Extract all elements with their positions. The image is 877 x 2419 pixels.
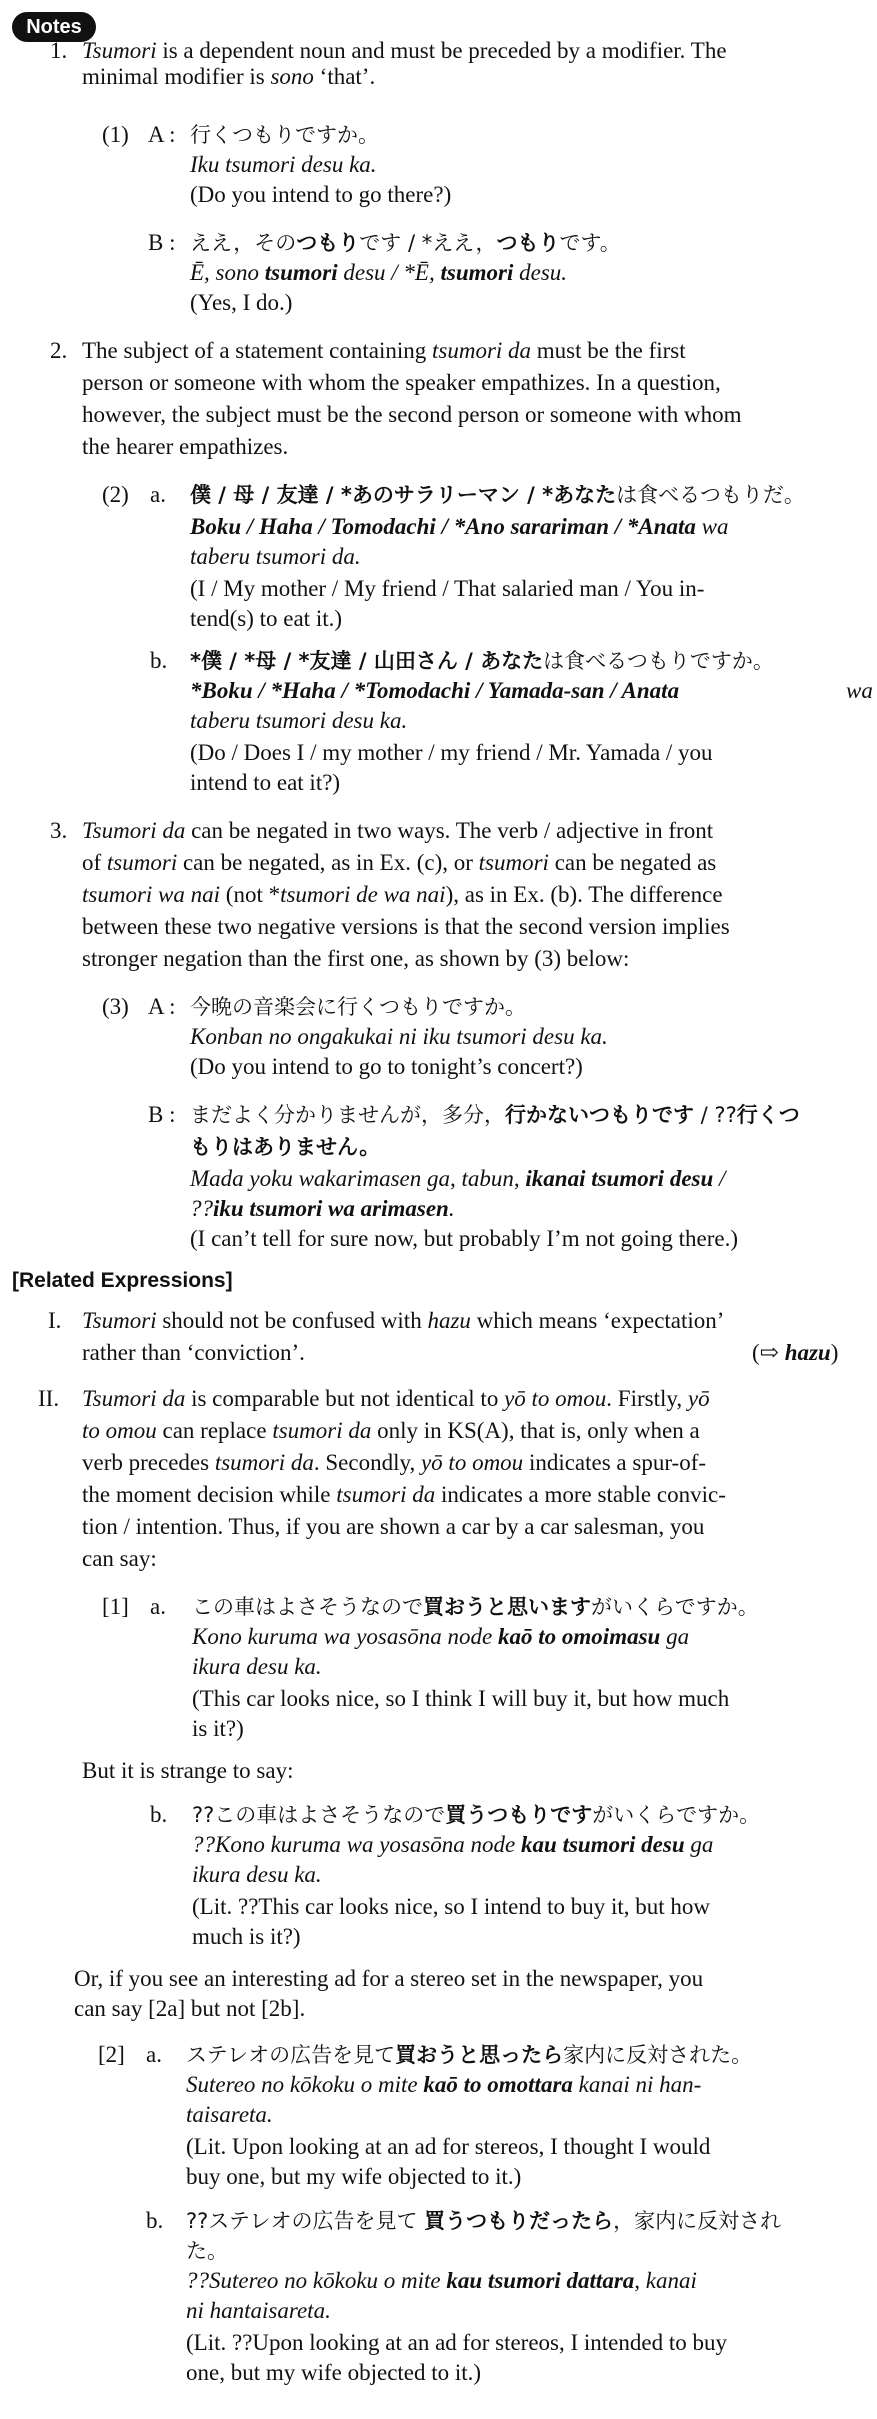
related-2-line-2: to omou can replace tsumori da only in KS(A), that is, only when a (82, 1418, 700, 1443)
example-2-a-japanese: 僕 / 母 / 友達 / *あのサラリーマン / *あなたは食べるつもりだ。 (190, 483, 805, 507)
related-example-2-number: [2] (98, 2042, 125, 2067)
related-1-cross-reference: (⇨ hazu) (752, 1340, 839, 1365)
example-1-a-label: A : (148, 122, 176, 147)
note-2-line-4: the hearer empathizes. (82, 434, 289, 459)
related-example-1b-label: b. (150, 1802, 168, 1827)
related-example-2b-japanese-1: ??ステレオの広告を見て 買うつもりだったら，家内に反対され (186, 2209, 782, 2233)
or-line-1: Or, if you see an interesting ad for a stereo set in the newspaper, you (74, 1966, 704, 1991)
related-2-line-4: the moment decision while tsumori da indicates a more stable convic- (82, 1482, 726, 1507)
example-3-a-english: (Do you intend to go to tonight’s concert?) (190, 1054, 583, 1079)
example-2-b-romaji-2: taberu tsumori desu ka. (190, 708, 408, 733)
example-3-a-label: A : (148, 994, 176, 1019)
example-2-a-label: a. (150, 482, 166, 507)
related-expressions-heading: [Related Expressions] (12, 1269, 233, 1292)
note-3-line-4: between these two negative versions is that the second version implies (82, 914, 730, 939)
note-3-line-3: tsumori wa nai (not *tsumori de wa nai), as in Ex. (b). The difference (82, 882, 723, 907)
related-1-line-2: rather than ‘conviction’. (82, 1340, 305, 1365)
example-1-b-romaji: Ē, sono tsumori desu / *Ē, tsumori desu. (190, 260, 568, 285)
related-2-line-3: verb precedes tsumori da. Secondly, yō to omou indicates a spur-of- (82, 1450, 707, 1475)
related-example-2b-english-1: (Lit. ??Upon looking at an ad for stereos, I intended to buy (186, 2330, 727, 2355)
example-3-b-japanese-2: もりはありません。 (190, 1135, 381, 1159)
related-example-2a-japanese: ステレオの広告を見て買おうと思ったら家内に反対された。 (186, 2043, 753, 2067)
example-3-number: (3) (102, 994, 129, 1019)
related-example-2b-label: b. (146, 2208, 164, 2233)
related-1-number: I. (48, 1308, 62, 1333)
related-example-2a-romaji-1: Sutereo no kōkoku o mite kaō to omottara kanai ni han- (186, 2072, 702, 2097)
example-3-b-label: B : (148, 1102, 176, 1127)
note-2-number: 2. (50, 338, 68, 363)
related-example-2b-romaji-2: ni hantaisareta. (186, 2298, 331, 2323)
related-example-2a-english-2: buy one, but my wife objected to it.) (186, 2164, 522, 2189)
notes-badge: Notes (12, 12, 96, 42)
example-3-b-romaji-2: ??iku tsumori wa arimasen. (190, 1196, 455, 1221)
note-3-line-1: Tsumori da can be negated in two ways. The verb / adjective in front (82, 818, 714, 843)
example-1-number: (1) (102, 122, 129, 147)
example-3-b-romaji-1: Mada yoku wakarimasen ga, tabun, ikanai tsumori desu / (190, 1166, 726, 1191)
note-1-line-2: minimal modifier is sono ‘that’. (82, 64, 376, 89)
related-example-1b-romaji-2: ikura desu ka. (192, 1862, 322, 1887)
note-2-line-3: however, the subject must be the second person or someone with whom (82, 402, 742, 427)
example-1-a-english: (Do you intend to go there?) (190, 182, 452, 207)
note-2-line-2: person or someone with whom the speaker empathizes. In a question, (82, 370, 721, 395)
or-line-2: can say [2a] but not [2b]. (74, 1996, 306, 2021)
example-1-b-english: (Yes, I do.) (190, 290, 293, 315)
related-example-2a-label: a. (146, 2042, 162, 2067)
but-strange-line: But it is strange to say: (82, 1758, 294, 1783)
example-2-number: (2) (102, 482, 129, 507)
related-2-line-6: can say: (82, 1546, 157, 1571)
example-2-b-japanese: *僕 / *母 / *友達 / 山田さん / あなたは食べるつもりですか。 (190, 649, 774, 673)
example-1-a-japanese: 行くつもりですか。 (190, 123, 379, 147)
related-2-line-5: tion / intention. Thus, if you are shown a car by a car salesman, you (82, 1514, 705, 1539)
related-2-line-1: Tsumori da is comparable but not identical to yō to omou. Firstly, yō (82, 1386, 710, 1411)
related-example-1a-english-1: (This car looks nice, so I think I will buy it, but how much (192, 1686, 730, 1711)
note-3-number: 3. (50, 818, 68, 843)
example-2-a-romaji-2: taberu tsumori da. (190, 544, 361, 569)
example-2-a-english-2: tend(s) to eat it.) (190, 606, 343, 631)
related-2-number: II. (38, 1386, 60, 1411)
example-1-b-label: B : (148, 230, 176, 255)
related-example-1a-english-2: is it?) (192, 1716, 244, 1741)
related-example-2b-romaji-1: ??Sutereo no kōkoku o mite kau tsumori dattara, kanai (186, 2268, 697, 2293)
note-3-line-2: of tsumori can be negated, as in Ex. (c), or tsumori can be negated as (82, 850, 717, 875)
note-1-number: 1. (50, 38, 68, 63)
related-example-2a-english-1: (Lit. Upon looking at an ad for stereos, I thought I would (186, 2134, 711, 2159)
example-2-b-romaji-1: *Boku / *Haha / *Tomodachi / Yamada-san / Anata wa (190, 678, 873, 703)
related-example-1-number: [1] (102, 1594, 129, 1619)
example-3-a-japanese: 今晩の音楽会に行くつもりですか。 (190, 995, 526, 1019)
example-2-a-romaji-1: Boku / Haha / Tomodachi / *Ano sarariman / *Anata wa (190, 514, 729, 539)
note-1-line-1: Tsumori is a dependent noun and must be preceded by a modifier. The (82, 38, 727, 63)
related-example-1a-romaji-2: ikura desu ka. (192, 1654, 322, 1679)
example-3-b-japanese-1: まだよく分かりませんが，多分，行かないつもりです / ??行くつ (190, 1103, 800, 1127)
related-example-1b-japanese: ??この車はよさそうなので買うつもりですがいくらですか。 (192, 1803, 761, 1827)
example-3-b-english: (I can’t tell for sure now, but probably I’m not going there.) (190, 1226, 739, 1251)
note-2-line-1: The subject of a statement containing tsumori da must be the first (82, 338, 686, 363)
related-example-1a-romaji-1: Kono kuruma wa yosasōna node kaō to omoimasu ga (192, 1624, 690, 1649)
related-example-1b-english-2: much is it?) (192, 1924, 301, 1949)
related-example-2b-japanese-2: た。 (186, 2239, 228, 2263)
example-2-a-english-1: (I / My mother / My friend / That salaried man / You in- (190, 576, 705, 601)
related-example-2a-romaji-2: taisareta. (186, 2102, 273, 2127)
example-1-b-japanese: ええ，そのつもりです / *ええ，つもりです。 (190, 231, 621, 255)
example-3-a-romaji: Konban no ongakukai ni iku tsumori desu ka. (190, 1024, 608, 1049)
example-2-b-english-1: (Do / Does I / my mother / my friend / Mr. Yamada / you (190, 740, 713, 765)
related-example-1b-romaji-1: ??Kono kuruma wa yosasōna node kau tsumori desu ga (192, 1832, 714, 1857)
example-1-a-romaji: Iku tsumori desu ka. (190, 152, 377, 177)
related-example-1b-english-1: (Lit. ??This car looks nice, so I intend to buy it, but how (192, 1894, 711, 1919)
note-3-line-5: stronger negation than the first one, as shown by (3) below: (82, 946, 630, 971)
related-example-1a-japanese: この車はよさそうなので買おうと思いますがいくらですか。 (192, 1595, 759, 1619)
related-example-1a-label: a. (150, 1594, 166, 1619)
example-2-b-label: b. (150, 648, 168, 673)
related-example-2b-english-2: one, but my wife objected to it.) (186, 2360, 482, 2385)
related-1-line-1: Tsumori should not be confused with hazu which means ‘expectation’ (82, 1308, 725, 1333)
example-2-b-english-2: intend to eat it?) (190, 770, 341, 795)
